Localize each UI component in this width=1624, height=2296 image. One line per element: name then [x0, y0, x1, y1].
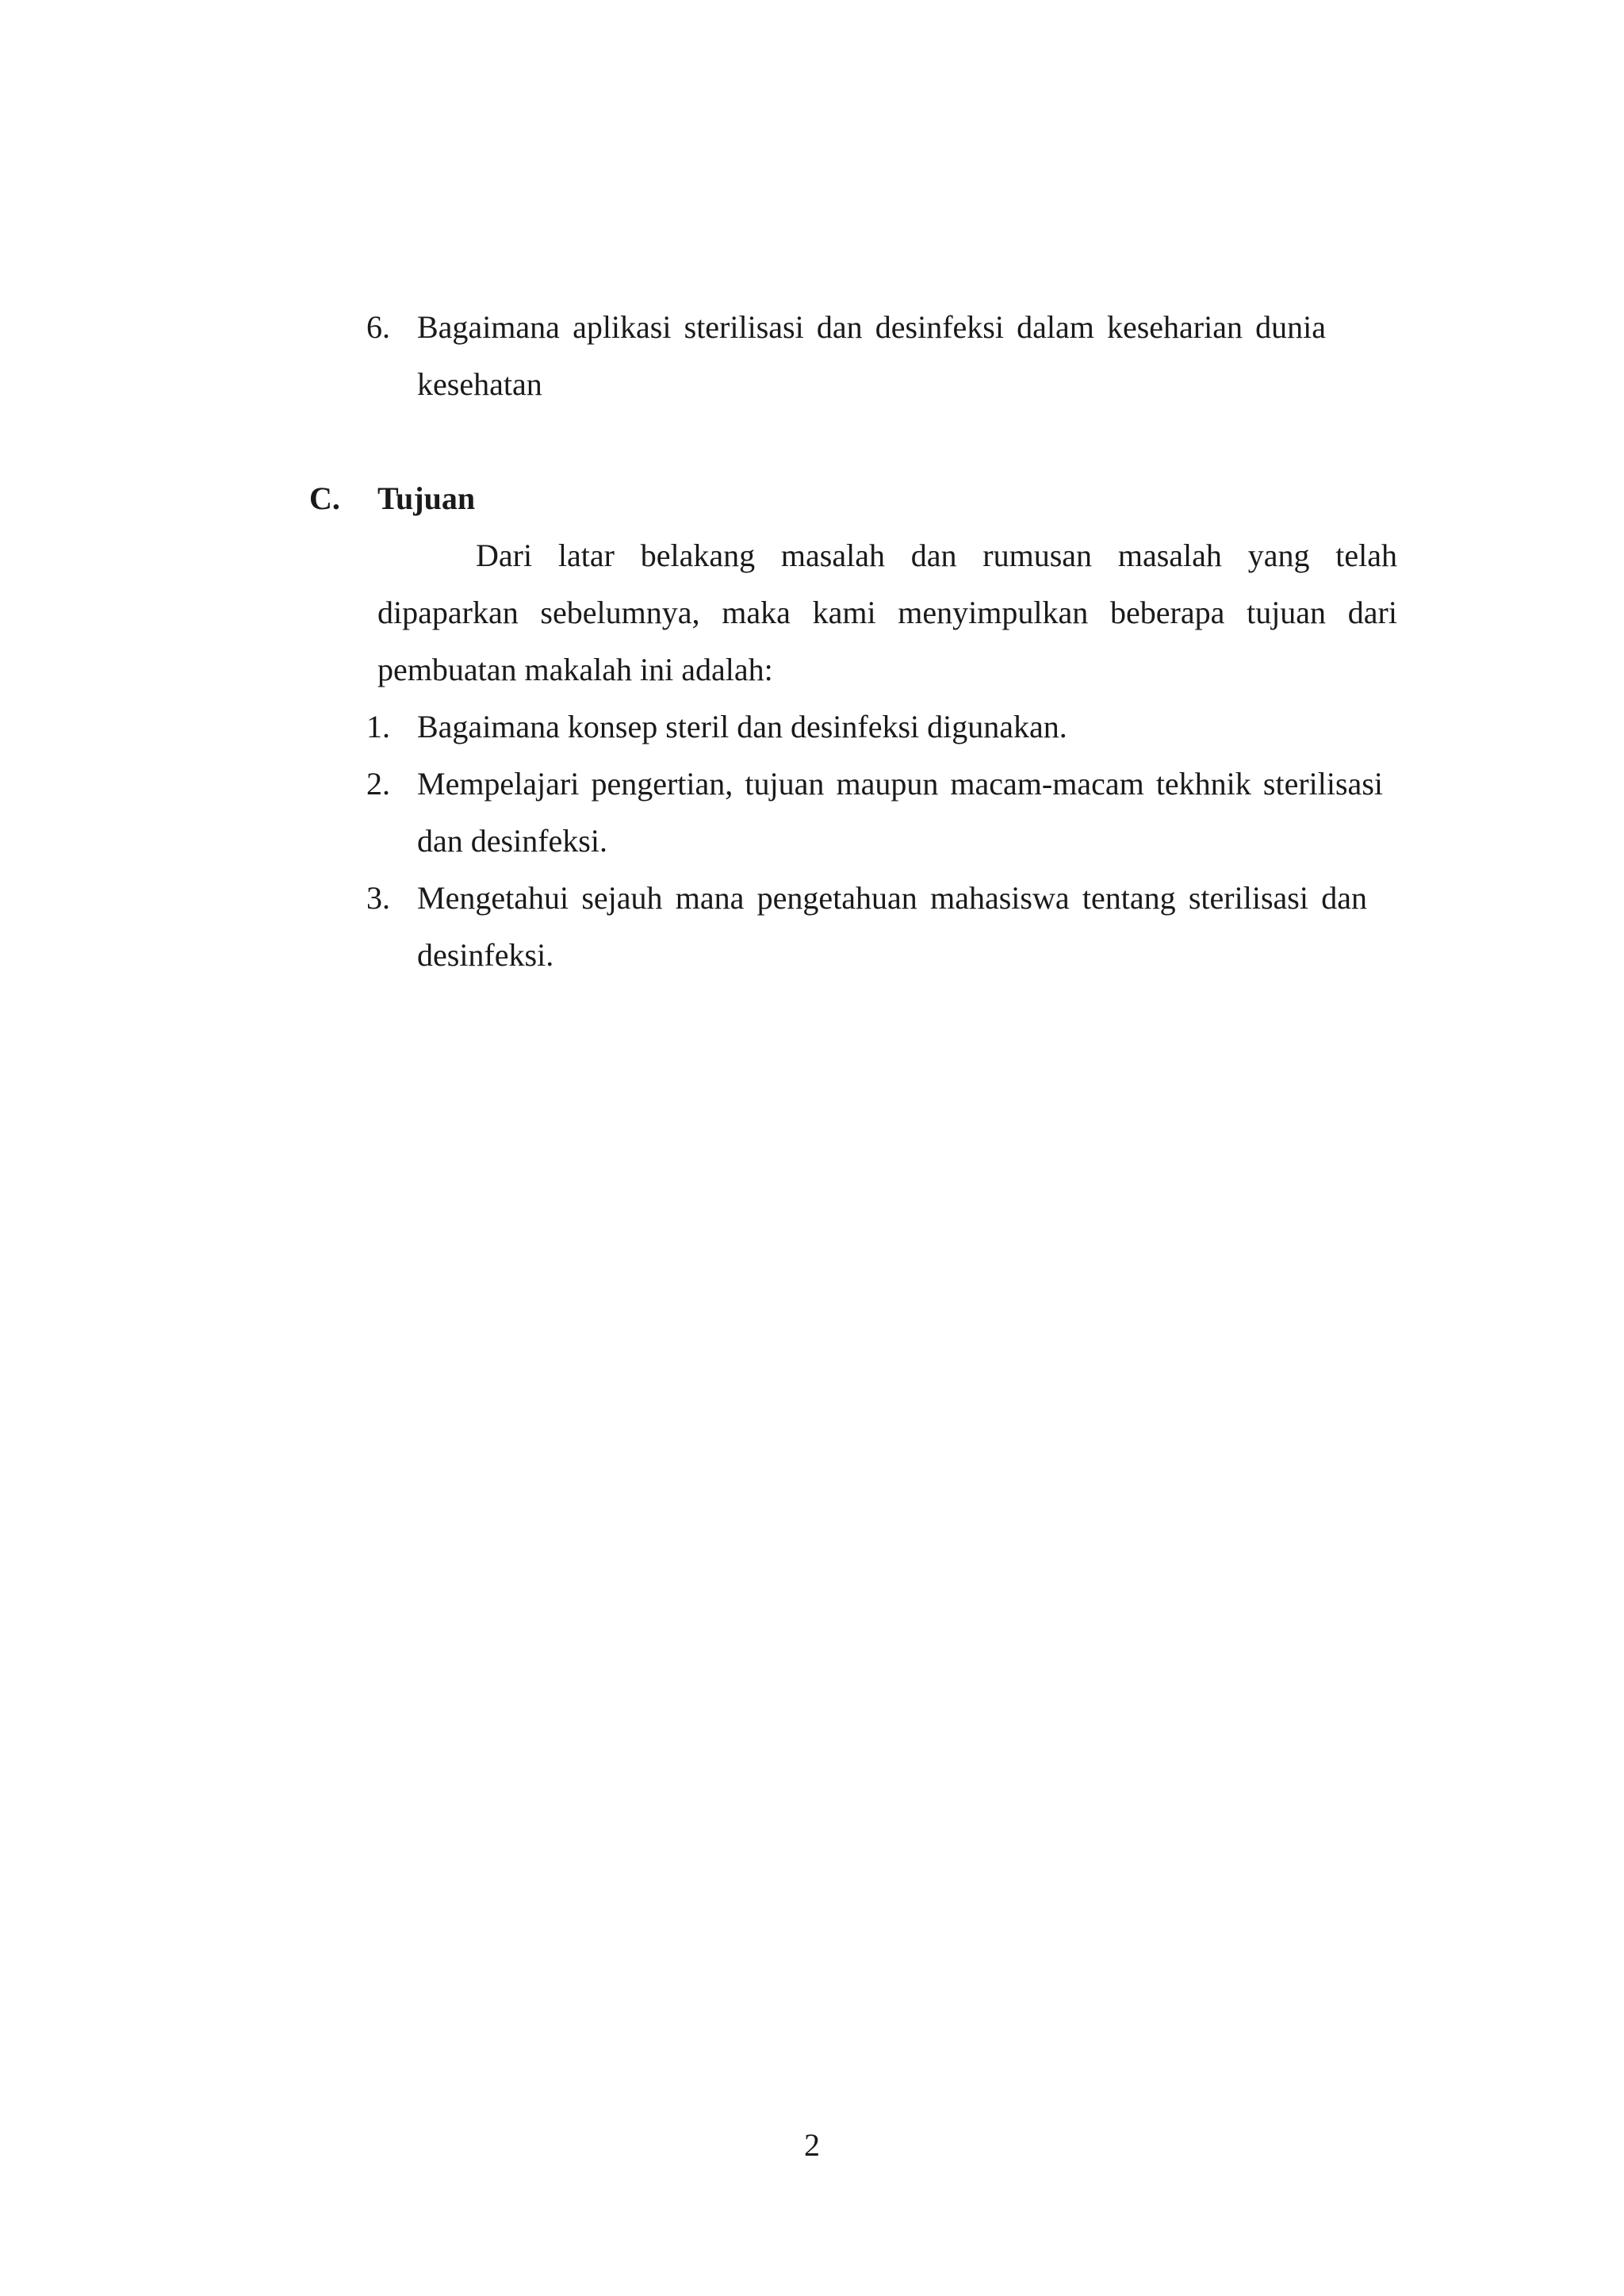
goal-item-2 — [366, 756, 1383, 870]
section-intro-paragraph: Dari latar belakang masalah dan rumusan masalah yang telah dipaparkan sebelumnya, maka kami menyimpulkan beberapa tujuan dari pembuatan makalah ini adalah: — [377, 538, 1397, 687]
section-letter: C. — [309, 480, 340, 516]
list-item-text: Mempelajari pengertian, tujuan maupun macam-macam tekhnik sterilisasi dan desinfeksi. — [417, 766, 1383, 859]
section-heading — [309, 470, 475, 527]
list-item-text: Bagaimana konsep steril dan desinfeksi digunakan. — [417, 709, 1067, 744]
page-number: 2 — [804, 2127, 820, 2163]
list-item-number: 2. — [366, 766, 390, 802]
list-item-text: Bagaimana aplikasi sterilisasi dan desinfeksi dalam keseharian dunia kesehatan — [417, 309, 1326, 402]
list-item-number: 1. — [366, 709, 390, 744]
list-item-6 — [366, 299, 1326, 413]
list-item-text: Mengetahui sejauh mana pengetahuan mahasiswa tentang sterilisasi dan desinfeksi. — [417, 880, 1367, 973]
goal-item-3 — [366, 870, 1367, 984]
section-title: Tujuan — [377, 480, 476, 516]
list-item-number: 3. — [366, 880, 390, 916]
list-item-number: 6. — [366, 309, 390, 345]
goal-item-1 — [366, 698, 1397, 756]
